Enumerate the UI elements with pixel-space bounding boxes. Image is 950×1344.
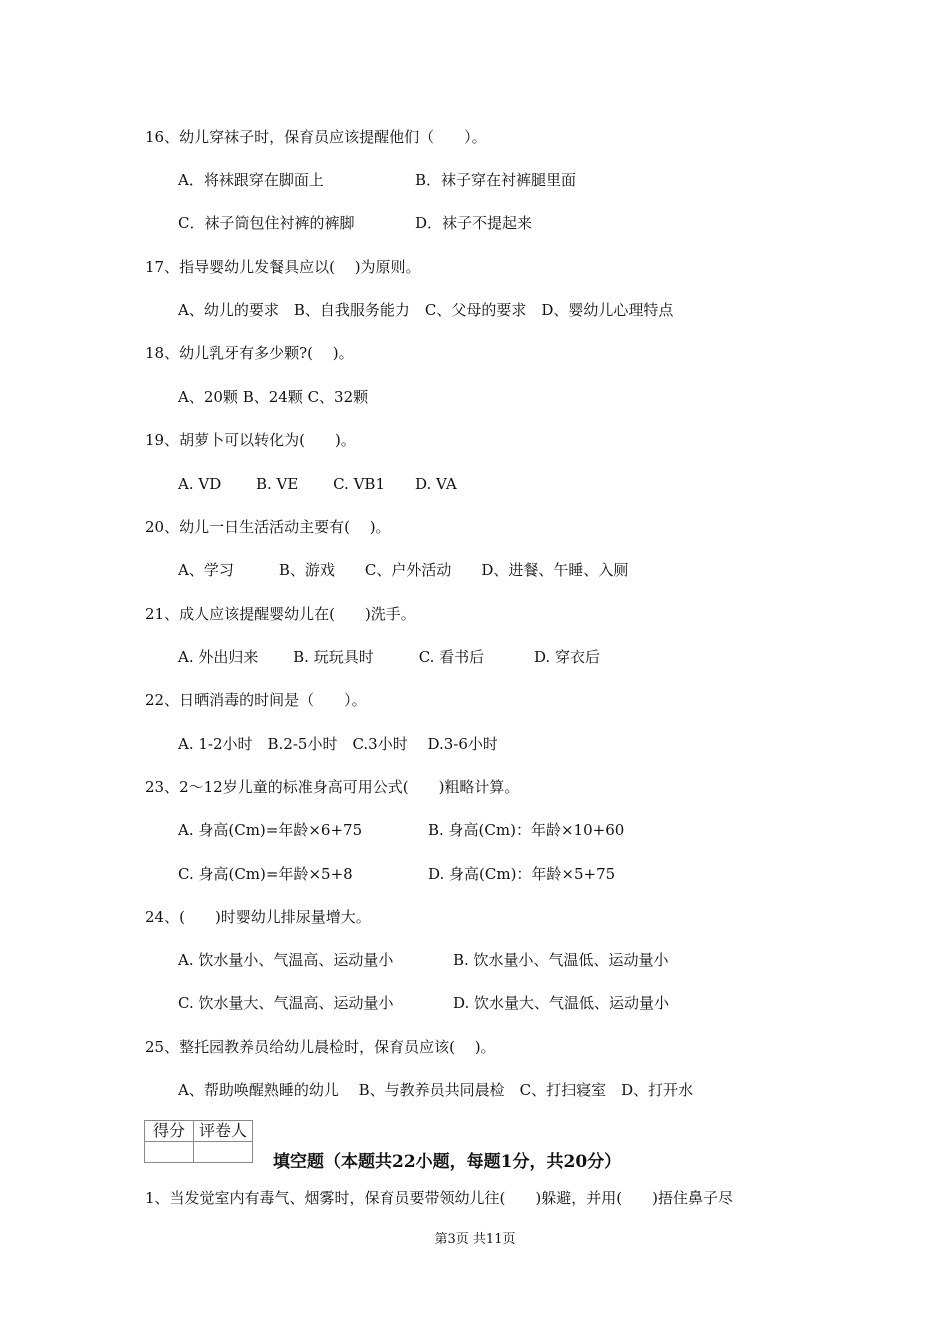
question-23-option-c: C. 身高(Cm)=年龄×5+8 — [178, 865, 353, 883]
question-16-stem: 16、幼儿穿袜子时，保育员应该提醒他们（ ）。 — [145, 128, 487, 146]
question-23-stem: 23、2～12岁儿童的标准身高可用公式( )粗略计算。 — [145, 778, 520, 796]
question-20-options: A、学习 B、游戏 C、户外活动 D、进餐、午睡、入厕 — [178, 561, 629, 579]
question-16-option-d: D．袜子不提起来 — [415, 214, 533, 232]
section-title: 填空题（本题共22小题，每题1分，共20分） — [273, 1152, 622, 1172]
question-23-option-d: D. 身高(Cm)：年龄×5+75 — [428, 865, 616, 883]
score-cell — [145, 1142, 194, 1163]
question-22-stem: 22、日晒消毒的时间是（ ）。 — [145, 691, 367, 709]
question-16-option-b: B．袜子穿在衬裤腿里面 — [415, 171, 577, 189]
question-18-options: A、20颗 B、24颗 C、32颗 — [178, 388, 369, 406]
fill-question-1: 1、当发觉室内有毒气、烟雾时，保育员要带领幼儿往( )躲避，并用( )捂住鼻子尽 — [145, 1189, 733, 1207]
question-16-option-a: A．将袜跟穿在脚面上 — [178, 171, 324, 189]
score-table — [144, 1120, 253, 1163]
question-17-options: A、幼儿的要求 B、自我服务能力 C、父母的要求 D、婴幼儿心理特点 — [178, 301, 674, 319]
question-19-stem: 19、胡萝卜可以转化为( )。 — [145, 431, 356, 449]
question-25-options: A、帮助唤醒熟睡的幼儿 B、与教养员共同晨检 C、打扫寝室 D、打开水 — [178, 1081, 694, 1099]
score-label: 得分 — [145, 1121, 194, 1142]
page-footer: 第3页 共11页 — [434, 1232, 516, 1247]
question-20-stem: 20、幼儿一日生活活动主要有( )。 — [145, 518, 391, 536]
grader-label: 评卷人 — [194, 1121, 253, 1142]
question-23-option-a: A. 身高(Cm)=年龄×6+75 — [178, 821, 363, 839]
question-24-option-d: D. 饮水量大、气温低、运动量小 — [453, 994, 670, 1012]
question-19-options: A. VD B. VE C. VB1 D. VA — [178, 475, 457, 493]
question-24-option-c: C. 饮水量大、气温高、运动量小 — [178, 994, 394, 1012]
question-17-stem: 17、指导婴幼儿发餐具应以( )为原则。 — [145, 258, 421, 276]
question-23-option-b: B. 身高(Cm)：年龄×10+60 — [428, 821, 625, 839]
question-21-stem: 21、成人应该提醒婴幼儿在( )洗手。 — [145, 605, 416, 623]
question-25-stem: 25、整托园教养员给幼儿晨检时，保育员应该( )。 — [145, 1038, 496, 1056]
question-16-option-c: C．袜子筒包住衬裤的裤脚 — [178, 214, 355, 232]
question-22-options: A. 1-2小时 B.2-5小时 C.3小时 D.3-6小时 — [178, 735, 498, 753]
question-21-options: A. 外出归来 B. 玩玩具时 C. 看书后 D. 穿衣后 — [178, 648, 600, 666]
question-18-stem: 18、幼儿乳牙有多少颗?( )。 — [145, 344, 354, 362]
question-24-option-b: B. 饮水量小、气温低、运动量小 — [453, 951, 669, 969]
question-24-option-a: A. 饮水量小、气温高、运动量小 — [178, 951, 394, 969]
grader-cell — [194, 1142, 253, 1163]
question-24-stem: 24、( )时婴幼儿排尿量增大。 — [145, 908, 371, 926]
